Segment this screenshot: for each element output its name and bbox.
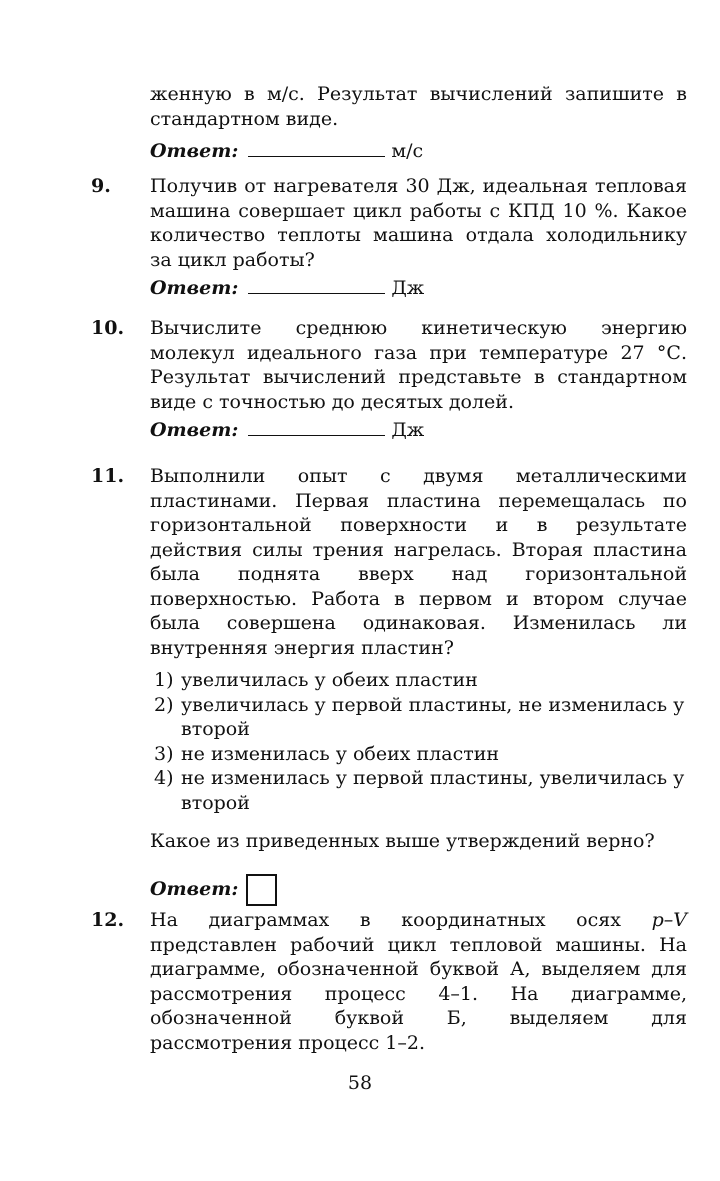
option-number: 4) [154, 767, 174, 789]
question-12-text [150, 908, 687, 1055]
option-number: 2) [154, 693, 174, 716]
question-8-text: женную в м/с. Результат вычислений запишите в стандартном виде. [150, 83, 687, 130]
option-text: увеличилась у обеих пластин [181, 669, 478, 691]
question-8-answer-line [150, 139, 687, 164]
answer-box[interactable] [246, 874, 277, 906]
answer-label: Ответ: [150, 877, 239, 900]
option-item [150, 668, 687, 693]
answer-unit: м/с [391, 140, 424, 162]
question-9 [150, 174, 687, 301]
question-8-continuation [150, 82, 687, 164]
answer-blank[interactable] [248, 277, 385, 294]
question-12-number: 12. [91, 909, 125, 931]
question-9-answer-line [150, 276, 687, 301]
question-12-text-start: На диаграммах в координатных осях [150, 909, 652, 931]
option-text: увеличилась у первой пластины, не изменилась у второй [181, 693, 685, 740]
option-item [150, 766, 687, 815]
question-11-options [150, 668, 687, 815]
question-10-answer-line [150, 418, 687, 443]
question-9-number: 9. [91, 175, 111, 197]
question-10-text: Вычислите среднюю кинетическую энергию молекул идеального газа при температуре 27 °С. Результат вычислений представьте в стандартном виде с точностью до десятых долей. [150, 317, 687, 413]
axes-label: p–V [651, 909, 687, 931]
page-number: 58 [347, 1072, 373, 1094]
question-10-number: 10. [91, 317, 125, 339]
answer-label: Ответ: [150, 419, 239, 441]
question-11-text: Выполнили опыт с двумя металлическими пластинами. Первая пластина перемещалась по горизонтальной поверхности и в результате действия силы трения нагрелась. Вторая пластина была поднята вверх над горизонтальной поверхностью. Работа в первом и втором случае была совершена одинаковая. Изменилась ли внутренняя энергия пластин? [150, 465, 687, 659]
question-12 [150, 908, 687, 1055]
answer-blank[interactable] [248, 419, 385, 436]
question-10 [150, 316, 687, 443]
option-item [150, 693, 687, 742]
answer-unit: Дж [391, 419, 425, 441]
question-11 [150, 464, 687, 906]
option-number: 3) [154, 742, 174, 765]
answer-blank[interactable] [248, 140, 385, 157]
question-11-answer-line [150, 874, 687, 906]
question-12-text-end: представлен рабочий цикл тепловой машины. На диаграмме, обозначенной буквой А, выделяем для рассмотрения процесс 4–1. На диаграмме, обозначенной буквой Б, выделяем для рассмотрения процесс 1–2. [150, 933, 687, 1054]
answer-label: Ответ: [150, 277, 239, 299]
option-number: 1) [154, 669, 174, 691]
option-text: не изменилась у обеих пластин [181, 742, 500, 765]
answer-unit: Дж [391, 277, 425, 299]
option-item [150, 742, 687, 767]
option-text: не изменилась у первой пластины, увеличилась у второй [181, 767, 685, 814]
answer-label: Ответ: [150, 140, 239, 162]
question-11-prompt: Какое из приведенных выше утверждений верно? [150, 830, 655, 852]
question-9-text: Получив от нагревателя 30 Дж, идеальная тепловая машина совершает цикл работы с КПД 10 %. Какое количество теплоты машина отдала холодильнику за цикл работы? [150, 175, 687, 271]
question-11-number: 11. [91, 465, 125, 487]
